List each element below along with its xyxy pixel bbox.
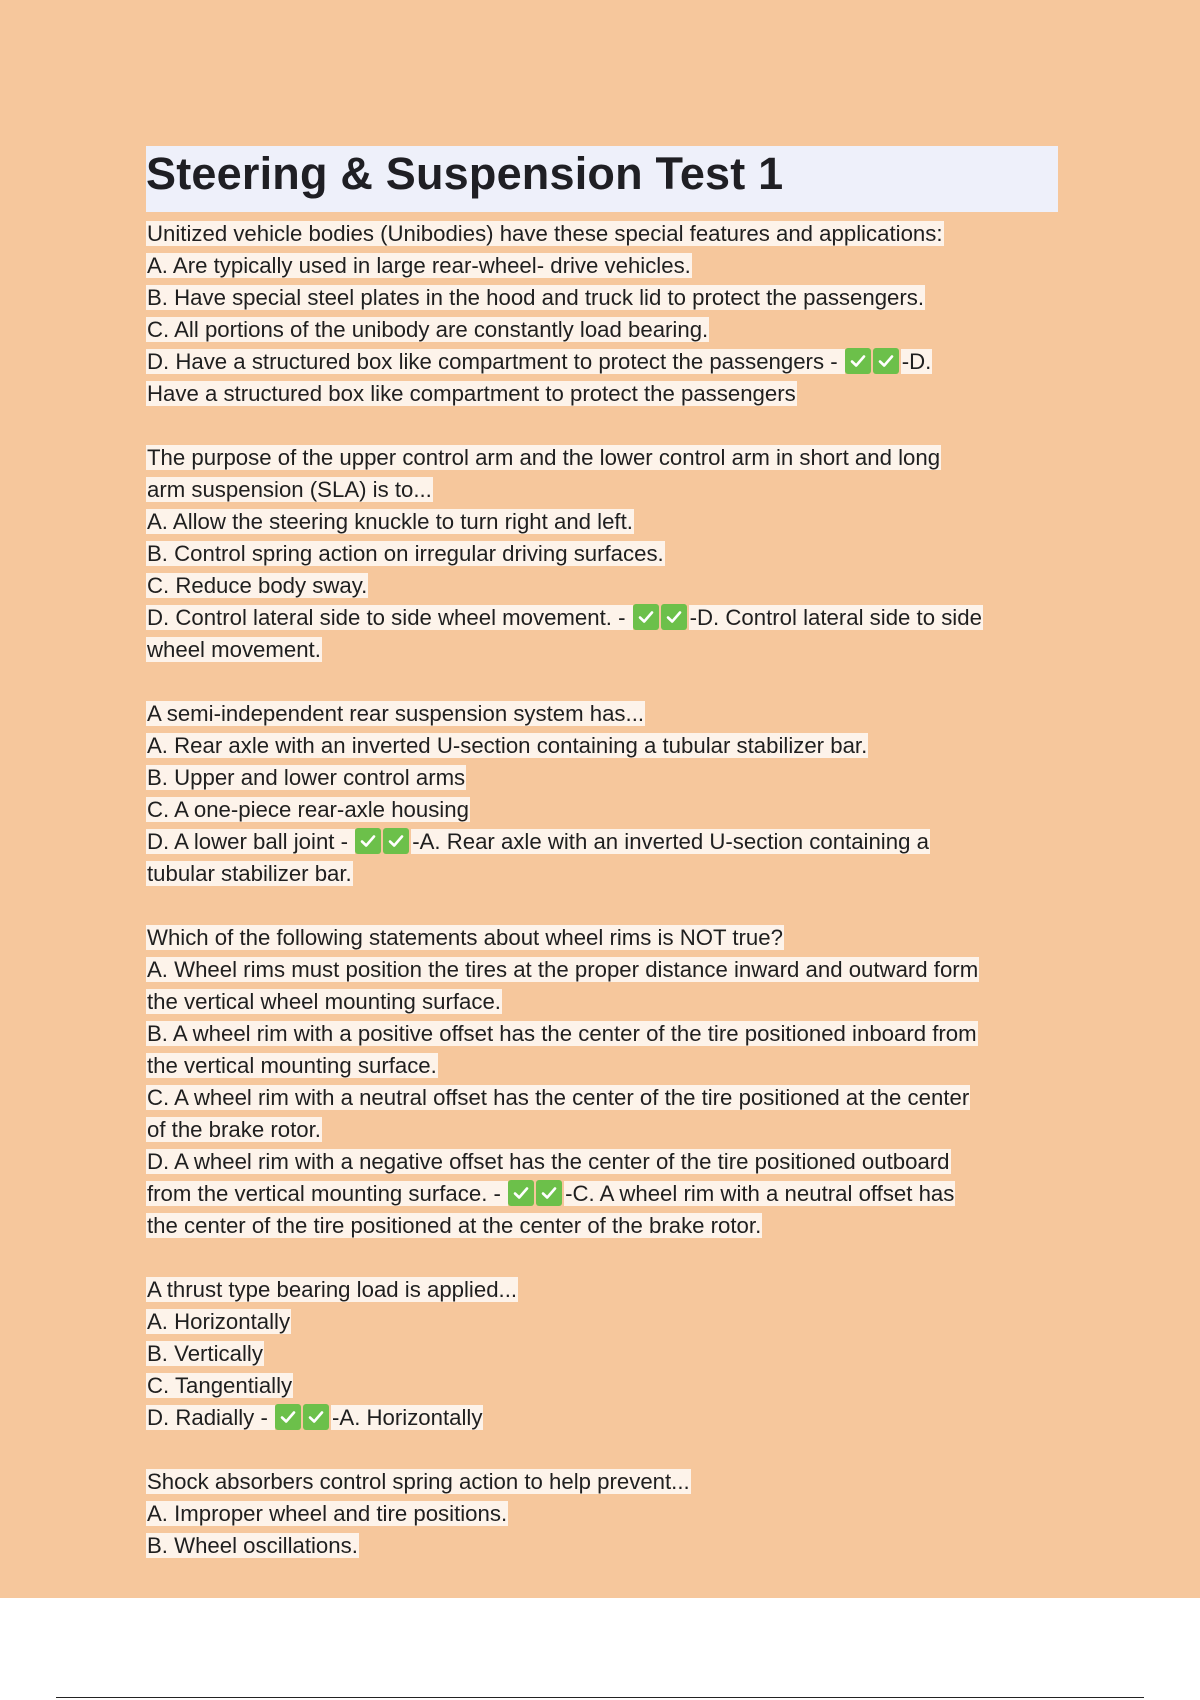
- question-line: [146, 698, 1058, 730]
- question-line: [146, 378, 1058, 410]
- line-text: D. Control lateral side to side wheel movement. -: [147, 605, 632, 630]
- check-mark-icon: [355, 828, 381, 854]
- question-line: [146, 442, 1058, 474]
- document-content: [146, 146, 1058, 1594]
- line-text: A. Are typically used in large rear-wheel- drive vehicles.: [147, 253, 691, 278]
- check-mark-icon: [536, 1180, 562, 1206]
- line-text: Which of the following statements about wheel rims is NOT true?: [147, 925, 783, 950]
- check-mark-icon: [303, 1404, 329, 1430]
- question-line: [146, 762, 1058, 794]
- line-text: arm suspension (SLA) is to...: [147, 477, 432, 502]
- question-line: [146, 1466, 1058, 1498]
- line-text: A thrust type bearing load is applied...: [147, 1277, 518, 1302]
- question-line: [146, 506, 1058, 538]
- check-mark-icon: [275, 1404, 301, 1430]
- line-text: B. Wheel oscillations.: [147, 1533, 358, 1558]
- title-bar: [146, 146, 1058, 212]
- check-mark-icon: [661, 604, 687, 630]
- question-line: [146, 1274, 1058, 1306]
- line-text: B. Have special steel plates in the hood and truck lid to protect the passengers.: [147, 285, 925, 310]
- question-line: [146, 570, 1058, 602]
- line-text: D. A lower ball joint -: [147, 829, 355, 854]
- question-line: [146, 538, 1058, 570]
- question-line: [146, 602, 1058, 634]
- line-text: C. Tangentially: [147, 1373, 293, 1398]
- answer-text: -A. Horizontally: [332, 1405, 483, 1430]
- question-line: [146, 1050, 1058, 1082]
- question-line: [146, 1338, 1058, 1370]
- line-text: Unitized vehicle bodies (Unibodies) have these special features and applications:: [147, 221, 943, 246]
- question-line: [146, 634, 1058, 666]
- question-list: [146, 218, 1058, 1562]
- check-mark-icon: [845, 348, 871, 374]
- line-text: B. Vertically: [147, 1341, 263, 1366]
- line-text: B. A wheel rim with a positive offset has the center of the tire positioned inboard from: [147, 1021, 977, 1046]
- line-text: A. Improper wheel and tire positions.: [147, 1501, 508, 1526]
- question-line: [146, 1114, 1058, 1146]
- line-text: C. All portions of the unibody are constantly load bearing.: [147, 317, 709, 342]
- line-text: the vertical wheel mounting surface.: [147, 989, 501, 1014]
- check-mark-icon: [633, 604, 659, 630]
- line-text: the center of the tire positioned at the center of the brake rotor.: [147, 1213, 762, 1238]
- line-text: A. Rear axle with an inverted U-section containing a tubular stabilizer bar.: [147, 733, 868, 758]
- answer-text: -D.: [901, 349, 932, 374]
- question-block: [146, 1274, 1058, 1434]
- question-block: [146, 442, 1058, 666]
- question-line: [146, 1178, 1058, 1210]
- question-line: [146, 858, 1058, 890]
- answer-text: -A. Rear axle with an inverted U-section containing a: [412, 829, 929, 854]
- line-text: Have a structured box like compartment to protect the passengers: [147, 381, 796, 406]
- line-text: A semi-independent rear suspension system has...: [147, 701, 645, 726]
- question-line: [146, 1402, 1058, 1434]
- question-line: [146, 282, 1058, 314]
- question-line: [146, 826, 1058, 858]
- page-title: Steering & Suspension Test 1: [146, 148, 784, 199]
- line-text: A. Wheel rims must position the tires at the proper distance inward and outward form: [147, 957, 979, 982]
- question-line: [146, 1018, 1058, 1050]
- line-text: D. Radially -: [147, 1405, 274, 1430]
- line-text: The purpose of the upper control arm and the lower control arm in short and long: [147, 445, 941, 470]
- question-line: [146, 1370, 1058, 1402]
- question-line: [146, 922, 1058, 954]
- question-line: [146, 986, 1058, 1018]
- question-line: [146, 474, 1058, 506]
- question-line: [146, 1082, 1058, 1114]
- line-text: B. Control spring action on irregular driving surfaces.: [147, 541, 664, 566]
- line-text: the vertical mounting surface.: [147, 1053, 437, 1078]
- question-line: [146, 730, 1058, 762]
- line-text: Shock absorbers control spring action to help prevent...: [147, 1469, 690, 1494]
- question-line: [146, 1306, 1058, 1338]
- line-text: wheel movement.: [147, 637, 321, 662]
- line-text: C. A wheel rim with a neutral offset has the center of the tire positioned at the center: [147, 1085, 970, 1110]
- line-text: A. Horizontally: [147, 1309, 291, 1334]
- line-text: of the brake rotor.: [147, 1117, 321, 1142]
- footer-divider: [56, 1697, 1144, 1698]
- question-line: [146, 346, 1058, 378]
- line-text: B. Upper and lower control arms: [147, 765, 466, 790]
- line-text: from the vertical mounting surface. -: [147, 1181, 508, 1206]
- question-line: [146, 1498, 1058, 1530]
- question-line: [146, 218, 1058, 250]
- check-mark-icon: [508, 1180, 534, 1206]
- line-text: tubular stabilizer bar.: [147, 861, 352, 886]
- line-text: C. A one-piece rear-axle housing: [147, 797, 469, 822]
- line-text: C. Reduce body sway.: [147, 573, 368, 598]
- question-line: [146, 794, 1058, 826]
- line-text: A. Allow the steering knuckle to turn right and left.: [147, 509, 633, 534]
- line-text: D. Have a structured box like compartment to protect the passengers -: [147, 349, 844, 374]
- question-block: [146, 922, 1058, 1242]
- question-block: [146, 1466, 1058, 1562]
- check-mark-icon: [383, 828, 409, 854]
- question-line: [146, 1146, 1058, 1178]
- question-line: [146, 1210, 1058, 1242]
- question-line: [146, 250, 1058, 282]
- question-block: [146, 698, 1058, 890]
- question-line: [146, 314, 1058, 346]
- answer-text: -C. A wheel rim with a neutral offset has: [565, 1181, 955, 1206]
- check-mark-icon: [873, 348, 899, 374]
- line-text: D. A wheel rim with a negative offset has the center of the tire positioned outboard: [147, 1149, 950, 1174]
- answer-text: -D. Control lateral side to side: [689, 605, 982, 630]
- question-line: [146, 954, 1058, 986]
- question-block: [146, 218, 1058, 410]
- question-line: [146, 1530, 1058, 1562]
